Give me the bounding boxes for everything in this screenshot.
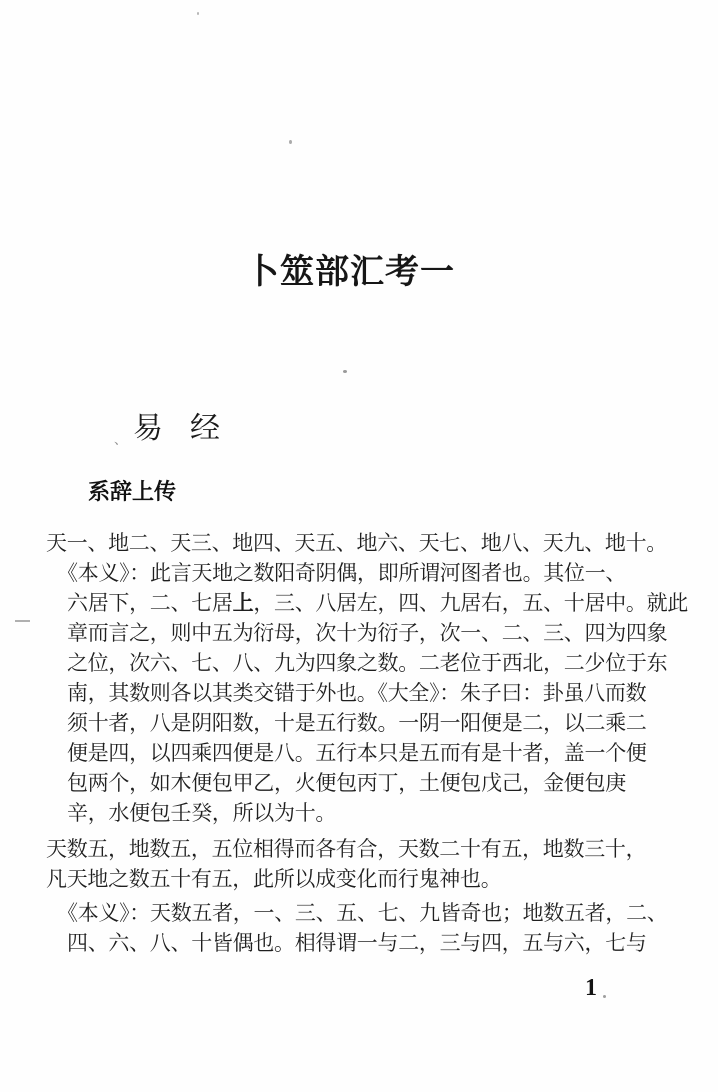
text-line: 南，其数则各以其类交错于外也。《大全》：朱子曰：卦虽八而数 — [67, 681, 647, 705]
scripture-paragraph-1 — [46, 528, 706, 558]
scan-artifact — [343, 370, 347, 373]
text-line: 《本义》：天数五者，一、三、五、七、九皆奇也；地数五者，二、 — [57, 901, 668, 925]
scan-artifact — [197, 12, 199, 15]
text-line: 包两个，如木便包甲乙，火便包丙丁，土便包戊己，金便包庚 — [67, 771, 626, 795]
text-line — [46, 588, 706, 618]
text-line: 须十者，八是阴阳数，十是五行数。一阴一阳便是二，以二乘二 — [67, 711, 647, 735]
text-line: 天一、地二、天三、地四、天五、地六、天七、地八、天九、地十。 — [46, 531, 667, 555]
text-segment: 六居下，二、七居 — [67, 591, 233, 615]
section-heading-char1: 易 — [133, 412, 163, 445]
text-line: 天数五，地数五，五位相得而各有合，天数二十有五，地数三十， — [46, 837, 647, 861]
text-segment-bold: 上 — [232, 591, 254, 615]
body-text — [46, 528, 706, 958]
scripture-paragraph-2 — [46, 834, 706, 894]
text-line: 之位，次六、七、八、九为四象之数。二老位于西北，二少位于东 — [67, 651, 668, 675]
commentary-paragraph-1 — [46, 558, 706, 828]
text-line: 章而言之，则中五为衍母，次十为衍子，次一、二、三、四为四象 — [67, 621, 668, 645]
scan-artifact — [603, 995, 606, 998]
scan-artifact — [15, 620, 30, 622]
subsection-heading: 系辞上传 — [88, 479, 177, 504]
text-line: 辛，水便包壬癸，所以为十。 — [67, 801, 337, 825]
text-line: 《本义》：此言天地之数阳奇阴偶，即所谓河图者也。其位一、 — [57, 561, 627, 585]
section-heading-char2: 经 — [190, 412, 220, 445]
text-line: 便是四，以四乘四便是八。五行本只是五而有是十者，盖一个便 — [67, 741, 647, 765]
text-segment: ，三、八居左，四、九居右，五、十居中。就此 — [253, 591, 689, 615]
scan-artifact — [289, 140, 292, 144]
page-number: 1 — [585, 975, 597, 1001]
text-line: 凡天地之数五十有五，此所以成变化而行鬼神也。 — [46, 867, 502, 891]
commentary-paragraph-2 — [46, 898, 706, 958]
scan-artifact: 、 — [114, 432, 128, 447]
section-heading-yijing — [133, 410, 220, 448]
text-line: 四、六、八、十皆偶也。相得谓一与二，三与四，五与六，七与 — [67, 931, 647, 955]
page-title: 卜筮部汇考一 — [245, 254, 455, 291]
